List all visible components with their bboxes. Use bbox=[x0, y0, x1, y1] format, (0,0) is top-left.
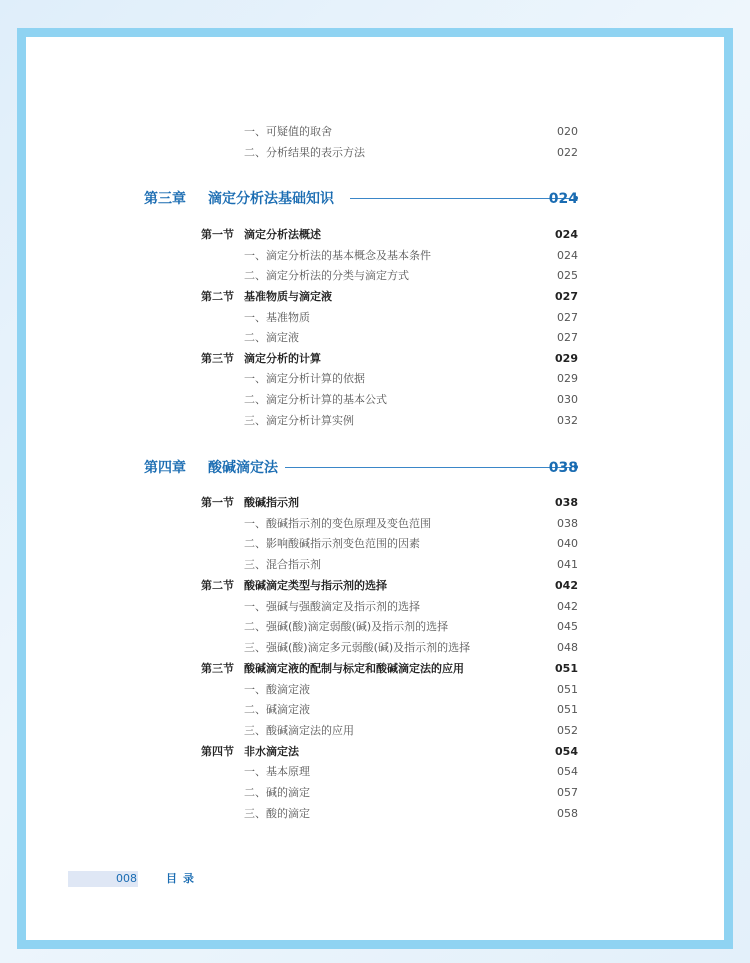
chapter-page: 038 bbox=[548, 460, 578, 476]
toc-entry-page: 054 bbox=[557, 765, 578, 778]
toc-entry[interactable] bbox=[26, 617, 724, 637]
toc-entry-page: 058 bbox=[557, 807, 578, 820]
footer-title: 目录 bbox=[166, 872, 200, 885]
toc-entry-label: 二、碱滴定液 bbox=[244, 703, 310, 716]
toc-entry-label: 二、滴定液 bbox=[244, 331, 299, 344]
toc-entry-page: 025 bbox=[557, 269, 578, 282]
toc-entry-label: 一、滴定分析计算的依据 bbox=[244, 372, 365, 385]
toc-entry-label: 一、滴定分析法的基本概念及基本条件 bbox=[244, 249, 431, 262]
toc-entry[interactable] bbox=[26, 638, 724, 658]
toc-entry-page: 030 bbox=[557, 393, 578, 406]
footer-page-number: 008 bbox=[116, 872, 137, 885]
toc-entry-page: 052 bbox=[557, 724, 578, 737]
section-page: 054 bbox=[555, 745, 578, 758]
chapter-number: 第四章 bbox=[144, 460, 186, 476]
toc-entry-page: 048 bbox=[557, 641, 578, 654]
toc-chapter-3[interactable] bbox=[26, 186, 724, 212]
section-page: 029 bbox=[555, 352, 578, 365]
toc-section[interactable] bbox=[26, 287, 724, 307]
section-number: 第三节 bbox=[201, 662, 234, 675]
toc-section[interactable] bbox=[26, 659, 724, 679]
toc-entry[interactable] bbox=[26, 783, 724, 803]
chapter-title: 滴定分析法基础知识 bbox=[208, 191, 334, 207]
toc-entry-page: 029 bbox=[557, 372, 578, 385]
section-title: 滴定分析的计算 bbox=[244, 352, 321, 365]
toc-section[interactable] bbox=[26, 225, 724, 245]
toc-section[interactable] bbox=[26, 349, 724, 369]
toc-entry-label: 二、滴定分析计算的基本公式 bbox=[244, 393, 387, 406]
toc-entry-page: 027 bbox=[557, 311, 578, 324]
toc-entry-page: 057 bbox=[557, 786, 578, 799]
toc-entry-page: 022 bbox=[557, 146, 578, 159]
toc-entry-label: 一、可疑值的取舍 bbox=[244, 125, 332, 138]
chapter-title: 酸碱滴定法 bbox=[208, 460, 278, 476]
page-frame bbox=[17, 28, 733, 949]
toc-entry-page: 040 bbox=[557, 537, 578, 550]
section-page: 024 bbox=[555, 228, 578, 241]
toc-entry-label: 一、酸滴定液 bbox=[244, 683, 310, 696]
toc-entry-page: 027 bbox=[557, 331, 578, 344]
toc-entry[interactable] bbox=[26, 369, 724, 389]
toc-entry-page: 024 bbox=[557, 249, 578, 262]
toc-entry[interactable] bbox=[26, 555, 724, 575]
toc-entry[interactable] bbox=[26, 762, 724, 782]
section-title: 非水滴定法 bbox=[244, 745, 299, 758]
toc-section[interactable] bbox=[26, 576, 724, 596]
toc-entry-label: 一、基准物质 bbox=[244, 311, 310, 324]
toc-entry-page: 032 bbox=[557, 414, 578, 427]
toc-entry-page: 045 bbox=[557, 620, 578, 633]
section-number: 第二节 bbox=[201, 579, 234, 592]
toc-entry-page: 041 bbox=[557, 558, 578, 571]
toc-entry[interactable] bbox=[26, 721, 724, 741]
toc-entry[interactable] bbox=[26, 514, 724, 534]
toc-entry-label: 三、混合指示剂 bbox=[244, 558, 321, 571]
chapter-leader-line bbox=[350, 198, 570, 199]
toc-entry-label: 一、酸碱指示剂的变色原理及变色范围 bbox=[244, 517, 431, 530]
toc-entry-label: 三、滴定分析计算实例 bbox=[244, 414, 354, 427]
toc-entry[interactable] bbox=[26, 700, 724, 720]
section-number: 第四节 bbox=[201, 745, 234, 758]
chapter-number: 第三章 bbox=[144, 191, 186, 207]
toc-entry-label: 二、碱的滴定 bbox=[244, 786, 310, 799]
toc-entry-label: 三、酸碱滴定法的应用 bbox=[244, 724, 354, 737]
toc-entry-label: 二、影响酸碱指示剂变色范围的因素 bbox=[244, 537, 420, 550]
toc-entry[interactable] bbox=[26, 122, 724, 142]
toc-entry[interactable] bbox=[26, 308, 724, 328]
toc-entry-page: 042 bbox=[557, 600, 578, 613]
section-page: 038 bbox=[555, 496, 578, 509]
section-title: 基准物质与滴定液 bbox=[244, 290, 332, 303]
section-page: 042 bbox=[555, 579, 578, 592]
chapter-leader-line bbox=[285, 467, 570, 468]
section-title: 滴定分析法概述 bbox=[244, 228, 321, 241]
section-number: 第一节 bbox=[201, 496, 234, 509]
section-number: 第二节 bbox=[201, 290, 234, 303]
toc-entry-label: 三、酸的滴定 bbox=[244, 807, 310, 820]
section-title: 酸碱指示剂 bbox=[244, 496, 299, 509]
toc-entry[interactable] bbox=[26, 266, 724, 286]
toc-chapter-4[interactable] bbox=[26, 455, 724, 481]
toc-section[interactable] bbox=[26, 493, 724, 513]
toc-entry-label: 三、强碱(酸)滴定多元弱酸(碱)及指示剂的选择 bbox=[244, 641, 471, 654]
toc-entry[interactable] bbox=[26, 390, 724, 410]
toc-entry[interactable] bbox=[26, 680, 724, 700]
section-number: 第三节 bbox=[201, 352, 234, 365]
toc-entry[interactable] bbox=[26, 143, 724, 163]
toc-entry[interactable] bbox=[26, 597, 724, 617]
section-number: 第一节 bbox=[201, 228, 234, 241]
toc-entry-label: 二、强碱(酸)滴定弱酸(碱)及指示剂的选择 bbox=[244, 620, 449, 633]
toc-entry-page: 020 bbox=[557, 125, 578, 138]
toc-entry[interactable] bbox=[26, 328, 724, 348]
toc-entry-label: 二、分析结果的表示方法 bbox=[244, 146, 365, 159]
toc-entry-label: 一、强碱与强酸滴定及指示剂的选择 bbox=[244, 600, 420, 613]
toc-entry-page: 038 bbox=[557, 517, 578, 530]
toc-entry[interactable] bbox=[26, 534, 724, 554]
toc-entry-page: 051 bbox=[557, 683, 578, 696]
section-page: 051 bbox=[555, 662, 578, 675]
toc-entry-label: 二、滴定分析法的分类与滴定方式 bbox=[244, 269, 409, 282]
toc-entry[interactable] bbox=[26, 804, 724, 824]
section-title: 酸碱滴定液的配制与标定和酸碱滴定法的应用 bbox=[244, 662, 464, 675]
section-page: 027 bbox=[555, 290, 578, 303]
toc-entry[interactable] bbox=[26, 246, 724, 266]
toc-section[interactable] bbox=[26, 742, 724, 762]
toc-entry-page: 051 bbox=[557, 703, 578, 716]
section-title: 酸碱滴定类型与指示剂的选择 bbox=[244, 579, 387, 592]
toc-entry[interactable] bbox=[26, 411, 724, 431]
toc-entry-label: 一、基本原理 bbox=[244, 765, 310, 778]
chapter-page: 024 bbox=[548, 191, 578, 207]
